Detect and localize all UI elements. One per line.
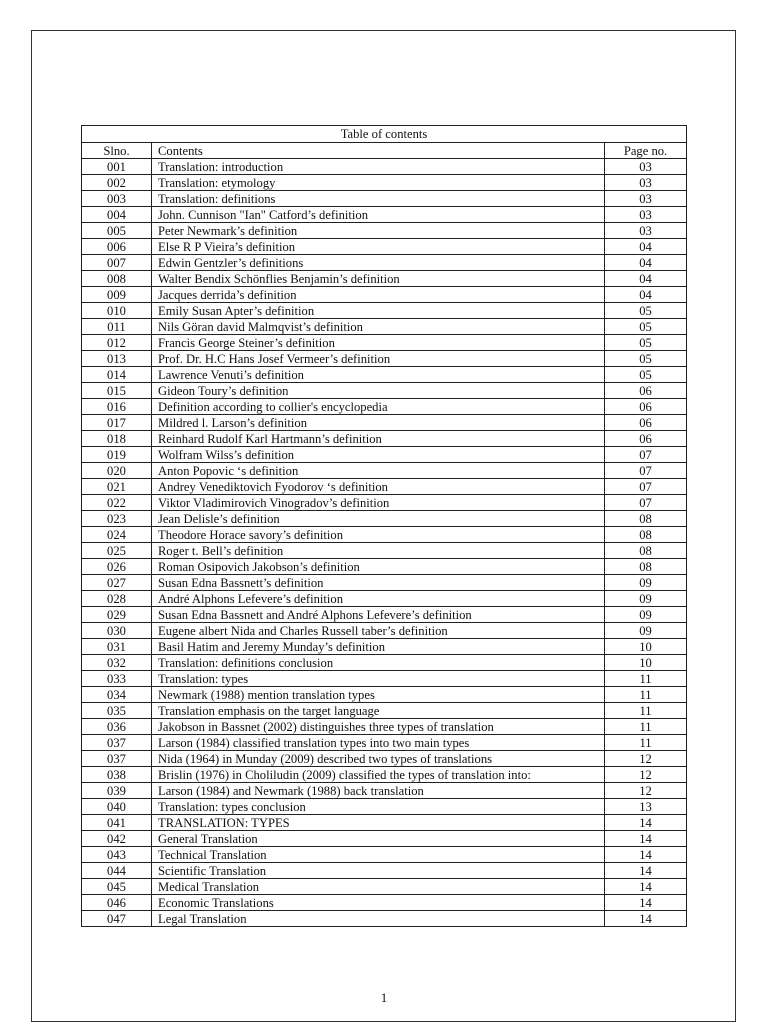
row-page-no: 10: [605, 655, 687, 671]
row-page-no: 14: [605, 847, 687, 863]
row-slno: 003: [82, 191, 152, 207]
row-page-no: 05: [605, 351, 687, 367]
row-page-no: 05: [605, 335, 687, 351]
header-page-no: Page no.: [605, 143, 687, 159]
row-content: Francis George Steiner’s definition: [152, 335, 605, 351]
row-content: John. Cunnison "Ian" Catford’s definition: [152, 207, 605, 223]
row-slno: 002: [82, 175, 152, 191]
table-row: [82, 815, 687, 831]
row-slno: 037: [82, 735, 152, 751]
table-row: [82, 207, 687, 223]
row-slno: 007: [82, 255, 152, 271]
row-content: Roman Osipovich Jakobson’s definition: [152, 559, 605, 575]
table-row: [82, 767, 687, 783]
row-content: Newmark (1988) mention translation types: [152, 687, 605, 703]
table-row: [82, 591, 687, 607]
row-content: Theodore Horace savory’s definition: [152, 527, 605, 543]
row-page-no: 09: [605, 591, 687, 607]
row-page-no: 06: [605, 415, 687, 431]
row-page-no: 04: [605, 271, 687, 287]
table-row: [82, 671, 687, 687]
row-page-no: 11: [605, 671, 687, 687]
row-content: Roger t. Bell’s definition: [152, 543, 605, 559]
row-slno: 010: [82, 303, 152, 319]
row-slno: 042: [82, 831, 152, 847]
table-row: [82, 335, 687, 351]
row-content: Eugene albert Nida and Charles Russell taber’s definition: [152, 623, 605, 639]
row-page-no: 03: [605, 175, 687, 191]
row-content: Gideon Toury’s definition: [152, 383, 605, 399]
row-slno: 031: [82, 639, 152, 655]
row-slno: 034: [82, 687, 152, 703]
table-row: [82, 399, 687, 415]
row-slno: 013: [82, 351, 152, 367]
table-row: [82, 607, 687, 623]
row-slno: 043: [82, 847, 152, 863]
row-content: Translation: types: [152, 671, 605, 687]
row-page-no: 12: [605, 751, 687, 767]
table-row: [82, 783, 687, 799]
row-slno: 033: [82, 671, 152, 687]
table-row: [82, 495, 687, 511]
row-slno: 006: [82, 239, 152, 255]
table-row: [82, 687, 687, 703]
table-row: [82, 543, 687, 559]
row-page-no: 04: [605, 255, 687, 271]
row-content: Andrey Venediktovich Fyodorov ‘s definition: [152, 479, 605, 495]
header-slno: Slno.: [82, 143, 152, 159]
row-content: Scientific Translation: [152, 863, 605, 879]
row-slno: 037: [82, 751, 152, 767]
row-page-no: 07: [605, 479, 687, 495]
row-slno: 009: [82, 287, 152, 303]
row-slno: 044: [82, 863, 152, 879]
table-row: [82, 223, 687, 239]
row-content: TRANSLATION: TYPES: [152, 815, 605, 831]
row-slno: 014: [82, 367, 152, 383]
row-content: Jakobson in Bassnet (2002) distinguishes three types of translation: [152, 719, 605, 735]
row-slno: 047: [82, 911, 152, 927]
row-page-no: 07: [605, 463, 687, 479]
row-content: Definition according to collier's encyclopedia: [152, 399, 605, 415]
row-content: Susan Edna Bassnett and André Alphons Lefevere’s definition: [152, 607, 605, 623]
table-row: [82, 191, 687, 207]
row-content: Anton Popovic ‘s definition: [152, 463, 605, 479]
table-row: [82, 367, 687, 383]
table-row: [82, 431, 687, 447]
row-content: Nils Göran david Malmqvist’s definition: [152, 319, 605, 335]
row-content: Peter Newmark’s definition: [152, 223, 605, 239]
row-page-no: 14: [605, 831, 687, 847]
row-slno: 017: [82, 415, 152, 431]
table-row: [82, 351, 687, 367]
row-page-no: 06: [605, 383, 687, 399]
row-content: Walter Bendix Schönflies Benjamin’s definition: [152, 271, 605, 287]
row-content: Nida (1964) in Munday (2009) described two types of translations: [152, 751, 605, 767]
row-page-no: 05: [605, 303, 687, 319]
row-slno: 022: [82, 495, 152, 511]
row-content: Wolfram Wilss’s definition: [152, 447, 605, 463]
row-page-no: 09: [605, 575, 687, 591]
row-slno: 045: [82, 879, 152, 895]
row-page-no: 11: [605, 719, 687, 735]
row-page-no: 11: [605, 735, 687, 751]
row-page-no: 03: [605, 191, 687, 207]
row-content: Else R P Vieira’s definition: [152, 239, 605, 255]
table-row: [82, 239, 687, 255]
row-content: Economic Translations: [152, 895, 605, 911]
table-row: [82, 911, 687, 927]
row-slno: 041: [82, 815, 152, 831]
row-page-no: 05: [605, 319, 687, 335]
row-slno: 008: [82, 271, 152, 287]
row-page-no: 08: [605, 559, 687, 575]
row-content: Brislin (1976) in Choliludin (2009) classified the types of translation into:: [152, 767, 605, 783]
table-row: [82, 415, 687, 431]
row-page-no: 04: [605, 239, 687, 255]
row-slno: 046: [82, 895, 152, 911]
row-slno: 012: [82, 335, 152, 351]
row-content: Translation: introduction: [152, 159, 605, 175]
row-page-no: 14: [605, 863, 687, 879]
row-slno: 025: [82, 543, 152, 559]
row-content: Emily Susan Apter’s definition: [152, 303, 605, 319]
row-page-no: 12: [605, 767, 687, 783]
row-page-no: 04: [605, 287, 687, 303]
row-content: Larson (1984) classified translation types into two main types: [152, 735, 605, 751]
row-slno: 039: [82, 783, 152, 799]
table-row: [82, 895, 687, 911]
row-page-no: 13: [605, 799, 687, 815]
table-row: [82, 719, 687, 735]
row-slno: 035: [82, 703, 152, 719]
table-row: [82, 847, 687, 863]
row-content: Legal Translation: [152, 911, 605, 927]
row-slno: 029: [82, 607, 152, 623]
table-row: [82, 255, 687, 271]
row-content: Medical Translation: [152, 879, 605, 895]
row-slno: 038: [82, 767, 152, 783]
row-page-no: 11: [605, 703, 687, 719]
page-number: 1: [380, 990, 388, 1005]
row-slno: 026: [82, 559, 152, 575]
table-row: [82, 527, 687, 543]
row-page-no: 14: [605, 815, 687, 831]
table-row: [82, 703, 687, 719]
row-slno: 040: [82, 799, 152, 815]
row-slno: 024: [82, 527, 152, 543]
table-row: [82, 559, 687, 575]
row-page-no: 08: [605, 527, 687, 543]
table-row: [82, 463, 687, 479]
table-row: [82, 287, 687, 303]
table-row: [82, 175, 687, 191]
row-slno: 030: [82, 623, 152, 639]
row-content: Viktor Vladimirovich Vinogradov’s definition: [152, 495, 605, 511]
row-page-no: 10: [605, 639, 687, 655]
row-page-no: 14: [605, 911, 687, 927]
row-slno: 005: [82, 223, 152, 239]
row-page-no: 05: [605, 367, 687, 383]
table-of-contents: [81, 125, 687, 927]
row-page-no: 03: [605, 159, 687, 175]
row-slno: 016: [82, 399, 152, 415]
row-content: Reinhard Rudolf Karl Hartmann’s definition: [152, 431, 605, 447]
row-content: Larson (1984) and Newmark (1988) back translation: [152, 783, 605, 799]
row-content: Translation: etymology: [152, 175, 605, 191]
table-row: [82, 159, 687, 175]
row-content: Prof. Dr. H.C Hans Josef Vermeer’s definition: [152, 351, 605, 367]
row-page-no: 14: [605, 879, 687, 895]
row-content: Jean Delisle’s definition: [152, 511, 605, 527]
table-row: [82, 623, 687, 639]
table-row: [82, 879, 687, 895]
row-content: Technical Translation: [152, 847, 605, 863]
row-content: Susan Edna Bassnett’s definition: [152, 575, 605, 591]
row-page-no: 03: [605, 207, 687, 223]
row-page-no: 03: [605, 223, 687, 239]
table-row: [82, 735, 687, 751]
table-row: [82, 271, 687, 287]
toc-body: [82, 159, 687, 927]
row-slno: 011: [82, 319, 152, 335]
row-slno: 018: [82, 431, 152, 447]
table-row: [82, 511, 687, 527]
table-row: [82, 575, 687, 591]
row-slno: 028: [82, 591, 152, 607]
row-content: André Alphons Lefevere’s definition: [152, 591, 605, 607]
table-row: [82, 303, 687, 319]
row-slno: 021: [82, 479, 152, 495]
table-row: [82, 655, 687, 671]
row-page-no: 07: [605, 447, 687, 463]
row-content: Translation: types conclusion: [152, 799, 605, 815]
table-row: [82, 447, 687, 463]
row-page-no: 08: [605, 543, 687, 559]
table-row: [82, 479, 687, 495]
header-contents: Contents: [152, 143, 605, 159]
row-page-no: 06: [605, 431, 687, 447]
row-slno: 036: [82, 719, 152, 735]
row-slno: 015: [82, 383, 152, 399]
row-content: Basil Hatim and Jeremy Munday’s definition: [152, 639, 605, 655]
row-content: Translation emphasis on the target language: [152, 703, 605, 719]
row-page-no: 11: [605, 687, 687, 703]
row-content: Mildred l. Larson’s definition: [152, 415, 605, 431]
table-row: [82, 863, 687, 879]
row-slno: 032: [82, 655, 152, 671]
row-page-no: 09: [605, 607, 687, 623]
row-content: Lawrence Venuti’s definition: [152, 367, 605, 383]
table-row: [82, 639, 687, 655]
table-row: [82, 319, 687, 335]
row-slno: 023: [82, 511, 152, 527]
row-content: Translation: definitions conclusion: [152, 655, 605, 671]
row-content: Jacques derrida’s definition: [152, 287, 605, 303]
row-page-no: 14: [605, 895, 687, 911]
row-slno: 020: [82, 463, 152, 479]
row-slno: 001: [82, 159, 152, 175]
row-content: Translation: definitions: [152, 191, 605, 207]
row-page-no: 12: [605, 783, 687, 799]
row-page-no: 08: [605, 511, 687, 527]
row-content: Edwin Gentzler’s definitions: [152, 255, 605, 271]
row-slno: 019: [82, 447, 152, 463]
table-row: [82, 799, 687, 815]
row-page-no: 09: [605, 623, 687, 639]
row-slno: 004: [82, 207, 152, 223]
row-page-no: 06: [605, 399, 687, 415]
toc-title: Table of contents: [82, 126, 687, 143]
toc-header-row: [82, 143, 687, 159]
row-content: General Translation: [152, 831, 605, 847]
table-row: [82, 383, 687, 399]
table-row: [82, 831, 687, 847]
row-page-no: 07: [605, 495, 687, 511]
row-slno: 027: [82, 575, 152, 591]
table-row: [82, 751, 687, 767]
